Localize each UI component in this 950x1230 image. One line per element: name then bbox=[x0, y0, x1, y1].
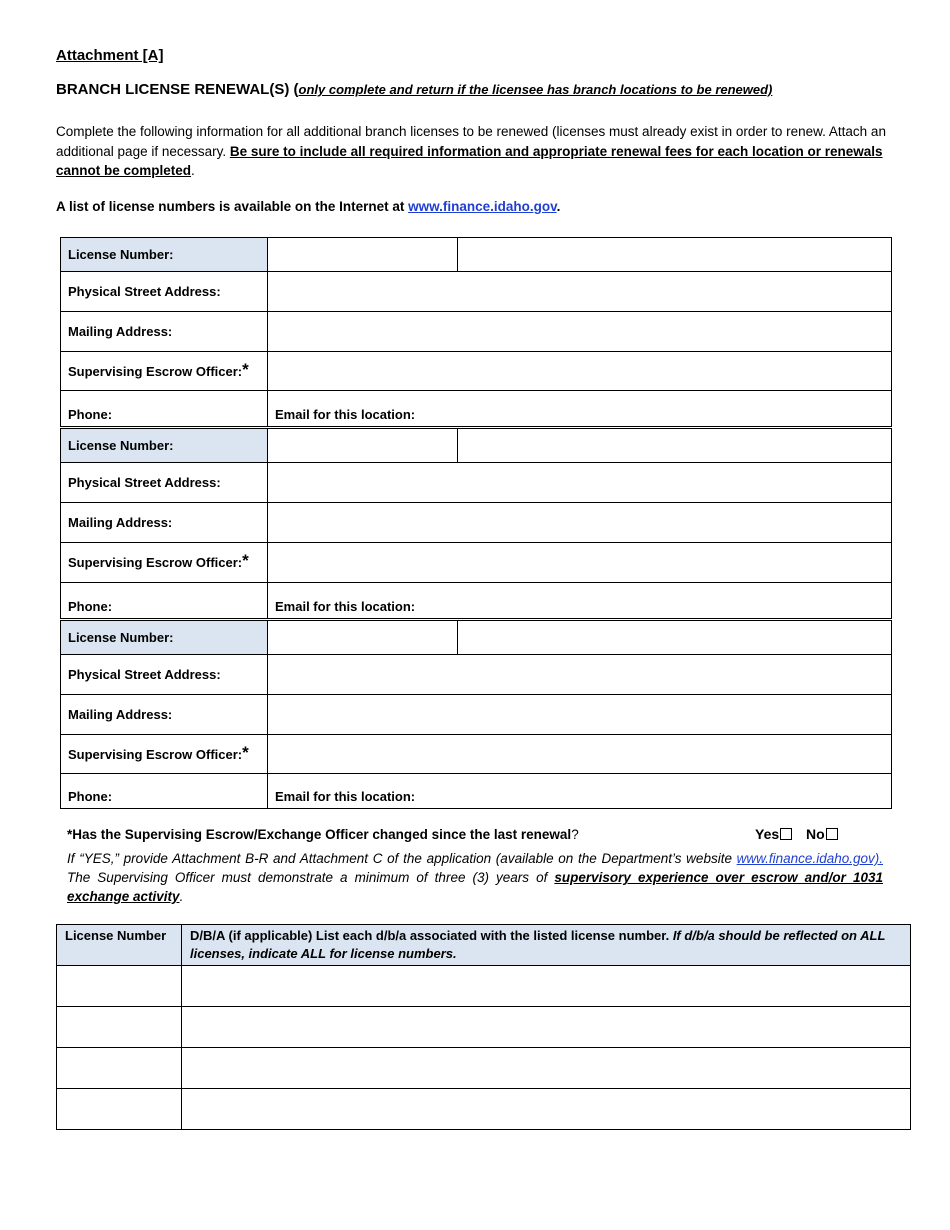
mailing-address-label: Mailing Address: bbox=[61, 312, 268, 352]
email-label[interactable]: Email for this location: bbox=[268, 583, 892, 619]
branch-table-2 bbox=[60, 428, 892, 619]
license-number-label: License Number: bbox=[61, 621, 268, 655]
physical-address-label: Physical Street Address: bbox=[61, 463, 268, 503]
physical-address-label: Physical Street Address: bbox=[61, 655, 268, 695]
officer-change-question bbox=[67, 827, 579, 842]
dba-license-cell[interactable] bbox=[57, 966, 182, 1007]
physical-address-field[interactable] bbox=[268, 655, 892, 695]
dba-col-description-italic: If d/b/a should be reflected on ALL licenses, indicate ALL for license numbers. bbox=[190, 928, 886, 961]
physical-address-field[interactable] bbox=[268, 272, 892, 312]
dba-name-cell[interactable] bbox=[182, 1089, 911, 1130]
yes-label: Yes bbox=[755, 826, 780, 842]
officer-field[interactable] bbox=[268, 735, 892, 774]
officer-label-text: Supervising Escrow Officer: bbox=[68, 746, 243, 762]
dba-license-cell[interactable] bbox=[57, 1089, 182, 1130]
license-extra-field[interactable] bbox=[458, 621, 892, 655]
phone-label[interactable]: Phone: bbox=[61, 391, 268, 427]
dba-table bbox=[56, 924, 911, 1130]
yes-no-options bbox=[755, 826, 838, 842]
note-end: . bbox=[179, 889, 184, 904]
finance-website-link[interactable]: www.finance.idaho.gov bbox=[408, 199, 557, 214]
question-text: *Has the Supervising Escrow/Exchange Officer changed since the last renewal bbox=[67, 827, 572, 842]
note-text-2: The Supervising Officer must demonstrate a minimum of three (3) years of bbox=[67, 870, 555, 885]
dba-name-cell[interactable] bbox=[182, 966, 911, 1007]
phone-label[interactable]: Phone: bbox=[61, 774, 268, 809]
dba-col-description bbox=[182, 925, 911, 966]
dba-name-cell[interactable] bbox=[182, 1048, 911, 1089]
list-line-suffix: . bbox=[556, 199, 561, 214]
officer-asterisk: * bbox=[242, 742, 249, 762]
officer-label-text: Supervising Escrow Officer: bbox=[68, 363, 243, 379]
physical-address-field[interactable] bbox=[268, 463, 892, 503]
license-extra-field[interactable] bbox=[458, 429, 892, 463]
officer-label-text: Supervising Escrow Officer: bbox=[68, 555, 243, 570]
officer-note bbox=[67, 849, 883, 906]
no-checkbox[interactable] bbox=[826, 828, 838, 840]
list-line-prefix: A list of license numbers is available on the Internet at bbox=[56, 199, 409, 214]
mailing-address-label: Mailing Address: bbox=[61, 503, 268, 543]
note-text-1: If “YES,” provide Attachment B-R and Attachment C of the application (available on the Department’s website bbox=[67, 851, 737, 866]
officer-field[interactable] bbox=[268, 352, 892, 391]
branch-table-1 bbox=[60, 237, 892, 427]
email-label[interactable]: Email for this location: bbox=[268, 774, 892, 809]
intro-text: Complete the following information for all additional branch licenses to be renewed (licenses must already exist in order to renew. Attach an additional page if necessary. bbox=[56, 124, 886, 159]
no-label: No bbox=[806, 826, 825, 842]
dba-license-cell[interactable] bbox=[57, 1048, 182, 1089]
intro-end: . bbox=[191, 163, 195, 178]
physical-address-label: Physical Street Address: bbox=[61, 272, 268, 312]
mailing-address-field[interactable] bbox=[268, 312, 892, 352]
heading-main: BRANCH LICENSE RENEWAL(S) ( bbox=[56, 81, 299, 98]
officer-label bbox=[61, 543, 268, 583]
dba-col-license-number: License Number bbox=[57, 925, 182, 966]
attachment-title: Attachment [A] bbox=[56, 47, 164, 64]
note-bold: supervisory experience over escrow and/or 1031 exchange activity bbox=[67, 870, 883, 904]
dba-name-cell[interactable] bbox=[182, 1007, 911, 1048]
section-heading bbox=[56, 81, 772, 98]
license-number-label: License Number: bbox=[61, 429, 268, 463]
license-number-label: License Number: bbox=[61, 238, 268, 272]
mailing-address-field[interactable] bbox=[268, 695, 892, 735]
department-website-link[interactable]: www.finance.idaho.gov). bbox=[736, 851, 883, 866]
license-number-field[interactable] bbox=[268, 429, 458, 463]
mailing-address-field[interactable] bbox=[268, 503, 892, 543]
license-list-line bbox=[56, 199, 560, 214]
license-number-field[interactable] bbox=[268, 621, 458, 655]
intro-paragraph bbox=[56, 122, 892, 181]
heading-note: only complete and return if the licensee has branch locations to be renewed) bbox=[298, 82, 773, 97]
branch-table-3 bbox=[60, 620, 892, 809]
license-extra-field[interactable] bbox=[458, 238, 892, 272]
officer-asterisk: * bbox=[242, 359, 249, 379]
officer-label bbox=[61, 352, 268, 391]
dba-col-description-text: D/B/A (if applicable) List each d/b/a associated with the listed license number. bbox=[190, 928, 673, 943]
phone-label[interactable]: Phone: bbox=[61, 583, 268, 619]
intro-bold-warning: Be sure to include all required information and appropriate renewal fees for each location or renewals cannot be completed bbox=[56, 143, 883, 178]
email-label[interactable]: Email for this location: bbox=[268, 391, 892, 427]
officer-field[interactable] bbox=[268, 543, 892, 583]
license-number-field[interactable] bbox=[268, 238, 458, 272]
dba-license-cell[interactable] bbox=[57, 1007, 182, 1048]
question-mark: ? bbox=[571, 827, 579, 842]
yes-checkbox[interactable] bbox=[780, 828, 792, 840]
officer-asterisk: * bbox=[242, 551, 249, 570]
mailing-address-label: Mailing Address: bbox=[61, 695, 268, 735]
officer-label bbox=[61, 735, 268, 774]
